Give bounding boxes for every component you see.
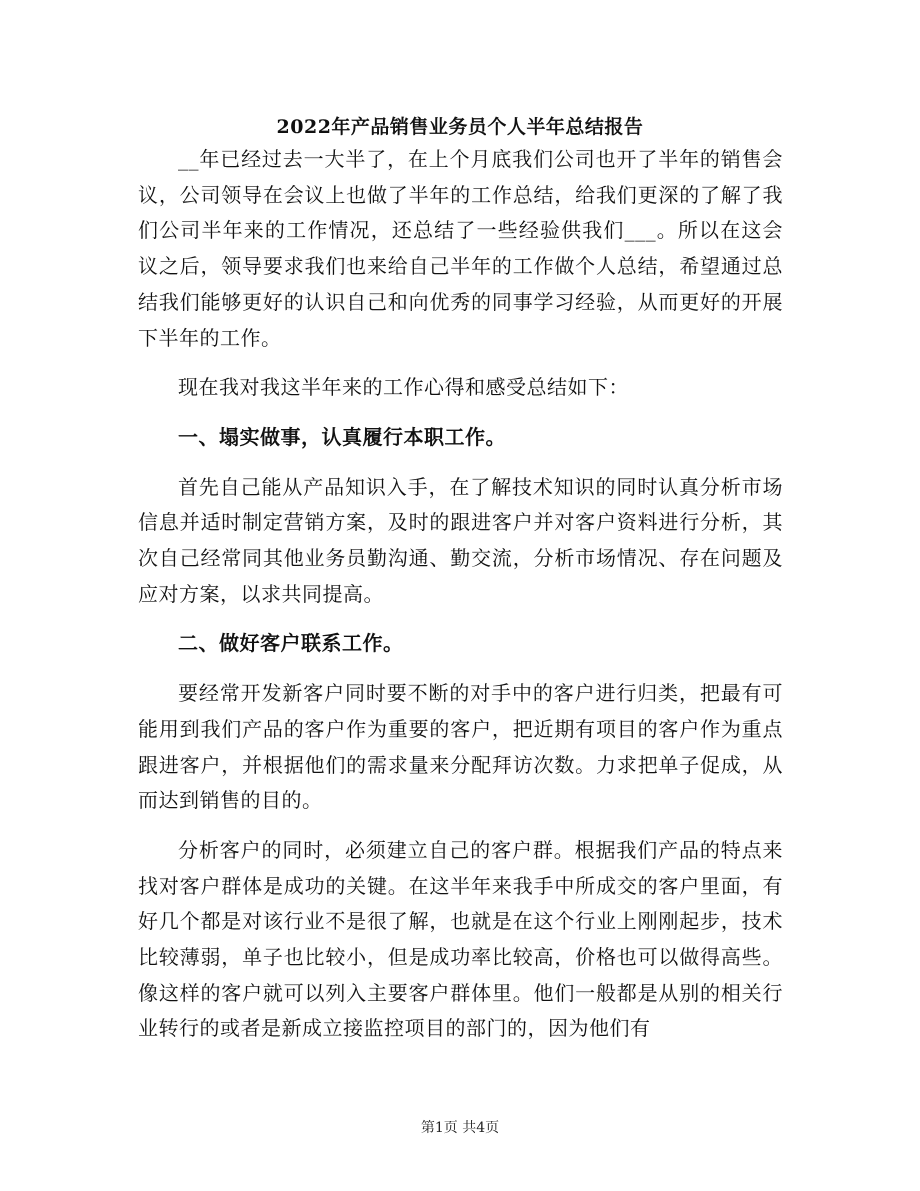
page-number: 第1页 共4页 <box>420 1120 500 1136</box>
section-heading-2: 二、做好客户联系工作。 <box>178 631 404 656</box>
paragraph-summary-lead: 现在我对我这半年来的工作心得和感受总结如下： <box>178 375 629 400</box>
paragraph-intro: __年已经过去一大半了，在上个月底我们公司也开了半年的销售会议，公司领导在会议上也做了半年的工作总结，给我们更深的了解了我们公司半年来的工作情况，还总结了一些经验供我们___。所以在这会议之后，领导要求我们也来给自己半年的工作做个人总结，希望通过总结我们能够更好的认识自己和向优秀的同事学习经验，从而更好的开展下半年的工作。 <box>138 147 783 350</box>
paragraph-section-1: 首先自己能从产品知识入手，在了解技术知识的同时认真分析市场信息并适时制定营销方案，及时的跟进客户并对客户资料进行分析，其次自己经常同其他业务员勤沟通、勤交流，分析市场情况、存在问题及应对方案，以求共同提高。 <box>138 474 783 606</box>
document-body <box>138 142 783 1047</box>
paragraph-customer-group: 分析客户的同时，必须建立自己的客户群。根据我们产品的特点来找对客户群体是成功的关键。在这半年来我手中所成交的客户里面，有好几个都是对该行业不是很了解，也就是在这个行业上刚刚起步，技术比较薄弱，单子也比较小，但是成功率比较高，价格也可以做得高些。像这样的客户就可以列入主要客户群体里。他们一般都是从别的相关行业转行的或者是新成立接监控项目的部门的，因为他们有 <box>138 837 783 1041</box>
document-title: 2022年产品销售业务员个人半年总结报告 <box>276 116 644 138</box>
paragraph-section-2: 要经常开发新客户同时要不断的对手中的客户进行归类，把最有可能用到我们产品的客户作为重要的客户，把近期有项目的客户作为重点跟进客户，并根据他们的需求量来分配拜访次数。力求把单子促成，从而达到销售的目的。 <box>138 681 783 813</box>
section-heading-1: 一、塌实做事，认真履行本职工作。 <box>178 424 506 449</box>
